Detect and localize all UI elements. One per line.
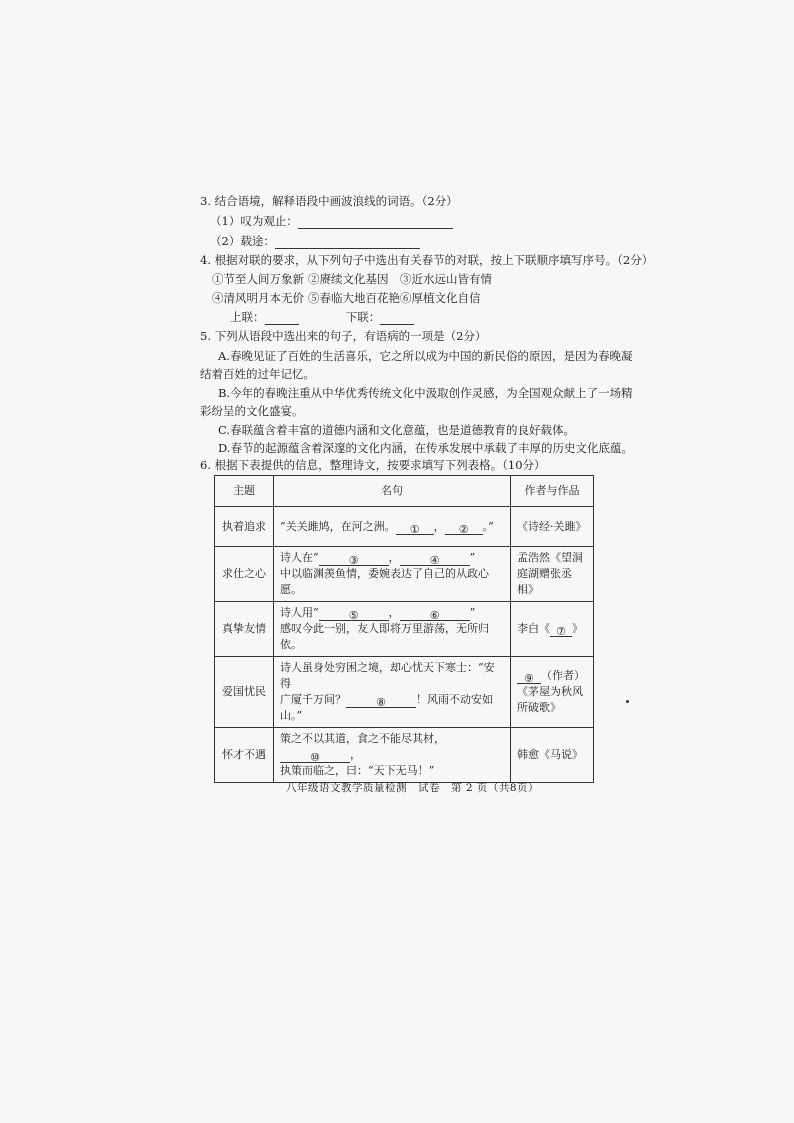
row-line [274,602,511,657]
q4-lower-label: 下联： [345,310,381,324]
row-line [274,728,511,783]
line-text: 诗人在“ [280,551,319,564]
q5-stem: 5. 下列从语段中选出来的句子，有语病的一项是（2分） [200,329,487,343]
poem-table-header [215,476,594,507]
table-row [215,547,594,602]
row-theme: 求仕之心 [215,547,274,602]
author-text: 李白《 [517,622,550,635]
line-text: ， [388,606,400,619]
line-text: 中以临渊羡鱼情，委婉表达了自己的从政心愿。 [280,567,489,596]
q4-upper-label: 上联： [230,310,265,324]
q4-answers [230,309,414,325]
table-row [215,507,594,547]
q4-option-1: ①节至人间万象新 [212,272,304,286]
q3-item-1-label: （1）叹为观止： [210,214,298,228]
header-author: 作者与作品 [511,476,594,507]
row-line [274,547,511,602]
row-theme: 执着追求 [215,507,274,547]
line-text: 感叹今此一别，友人即将万里游荡，无所归依。 [280,622,489,651]
line-text: ， [388,551,400,564]
line-text: 策之不以其道，食之不能尽其材， [280,732,445,745]
q4-stem: 4. 根据对联的要求，从下列句子中选出有关春节的对联，按上下联顺序填写序号。（2分） [200,253,654,267]
line-text: “关关雎鸠，在河之洲。 [280,519,396,533]
q3-item-2-answer-line[interactable] [275,236,420,249]
line-text: ， [350,748,361,761]
q5-option-a-line2: 结着百姓的过年记忆。 [200,367,315,381]
line-text: 广厦千万间？ [280,693,346,706]
row-line [274,507,511,547]
blank-1[interactable]: ① [396,522,434,535]
poem-table [214,475,594,783]
blank-8[interactable]: ⑧ [346,695,416,708]
q5-option-b-line1: B.今年的春晚注重从中华优秀传统文化中汲取创作灵感，为全国观众献上了一场精 [218,386,633,400]
line-text: ” [469,606,476,619]
author-text: 《茅屋为秋风所破歌》 [517,685,583,714]
row-theme: 真挚友情 [215,602,274,657]
blank-10[interactable]: ⑩ [280,750,350,763]
line-text: 诗人虽身处穷困之境，却心忧天下寒士：“安得 [280,661,495,690]
blank-3[interactable]: ③ [319,553,389,566]
blank-9[interactable]: ⑨ [517,671,541,684]
q3-item-2-label: （2）载途： [210,234,275,248]
author-text: 》 [572,622,583,635]
q3-item-1-answer-line[interactable] [298,216,453,229]
q3-item-1 [210,213,453,229]
line-text: ！风雨不动安如山。” [280,693,493,722]
line-text: 执策而临之，曰：“天下无马！” [280,764,435,777]
row-theme: 怀才不遇 [215,728,274,783]
blank-2[interactable]: ② [445,522,483,535]
blank-7[interactable]: ⑦ [550,624,572,637]
blank-4[interactable]: ④ [400,553,470,566]
page-footer: 八年级语文教学质量检测 试卷 第 2 页（共8页） [286,782,540,794]
header-line: 名句 [274,476,511,507]
q5-option-a-line1: A.春晚见证了百姓的生活喜乐，它之所以成为中国的新民俗的原因，是因为春晚凝 [218,349,633,363]
q4-option-4: ④清风明月本无价 [212,291,304,305]
q4-option-5: ⑤春临大地百花艳 [308,291,400,305]
row-theme: 爱国忧民 [215,657,274,728]
table-row [215,602,594,657]
q4-option-6: ⑥厚植文化自信 [400,291,481,305]
line-text: ， [433,519,445,533]
table-row [215,657,594,728]
q4-option-2: ②赓续文化基因 [308,272,389,286]
line-text: 。” [482,519,494,533]
q3-item-2 [210,233,420,249]
row-author [511,657,594,728]
row-line [274,657,511,728]
q5-option-c: C.春联蕴含着丰富的道德内涵和文化意蕴，也是道德教育的良好载体。 [218,423,576,437]
q6-stem: 6. 根据下表提供的信息，整理诗文，按要求填写下列表格。（10分） [200,458,546,472]
row-author [511,602,594,657]
q5-option-d: D.春节的起源蕴含着深邃的文化内涵，在传承发展中承载了丰厚的历史文化底蕴。 [218,441,633,455]
blank-5[interactable]: ⑤ [319,608,389,621]
q4-option-3: ③近水远山皆有情 [400,272,492,286]
table-row [215,728,594,783]
row-author: 《诗经·关雎》 [511,507,594,547]
q4-upper-answer-line[interactable] [265,312,299,325]
author-text: （作者） [541,669,585,682]
q3-stem: 3. 结合语境，解释语段中画波浪线的词语。（2分） [200,194,458,208]
scan-speck [626,700,629,703]
q4-lower-answer-line[interactable] [380,312,414,325]
row-author: 韩愈《马说》 [511,728,594,783]
header-theme: 主题 [215,476,274,507]
q5-option-b-line2: 彩纷呈的文化盛宴。 [200,404,304,418]
blank-6[interactable]: ⑥ [400,608,470,621]
line-text: ” [469,551,476,564]
line-text: 诗人用“ [280,606,319,619]
row-author: 孟浩然《望洞庭湖赠张丞相》 [511,547,594,602]
